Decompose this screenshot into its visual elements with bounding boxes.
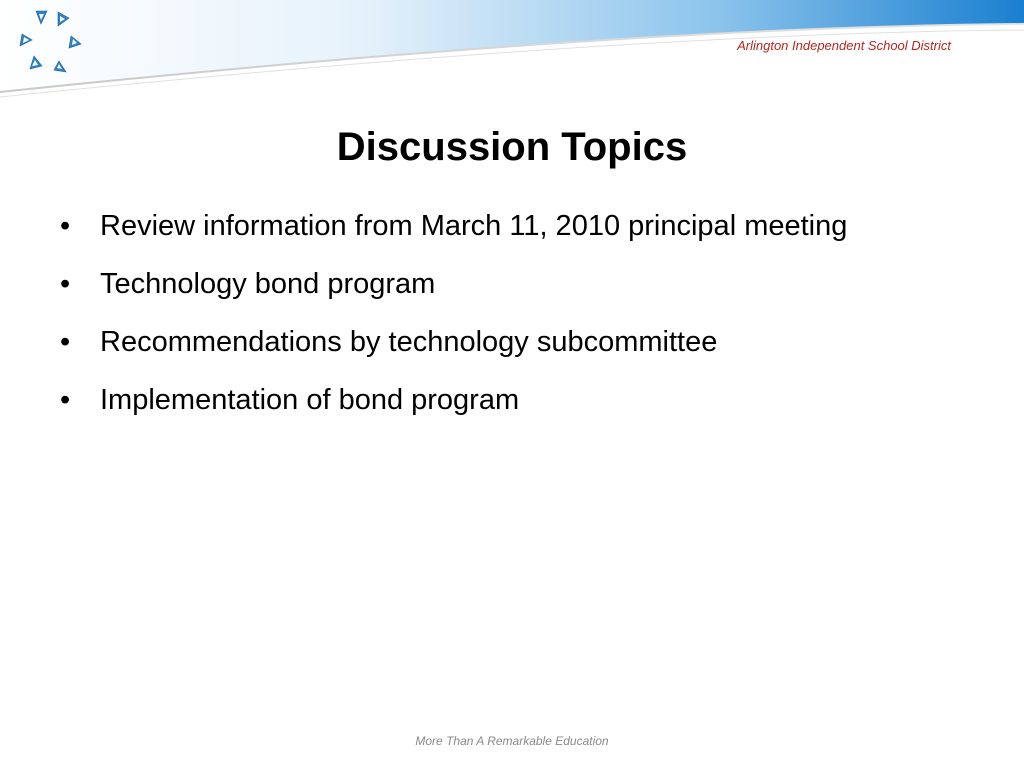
bullet-glyph: • — [60, 326, 71, 358]
district-star-logo-icon — [14, 6, 90, 78]
bullet-glyph: • — [60, 384, 71, 416]
header-swoosh-graphic — [0, 0, 1024, 110]
bullet-text: Technology bond program — [100, 268, 436, 300]
slide-title: Discussion Topics — [336, 125, 688, 169]
bullet-item — [60, 323, 900, 361]
bullet-item — [60, 265, 900, 303]
footer-tagline: More Than A Remarkable Education — [415, 734, 609, 748]
bullet-item — [60, 207, 900, 245]
bullet-list — [60, 207, 900, 439]
bullet-item — [60, 381, 900, 419]
bullet-glyph: • — [60, 210, 71, 242]
bullet-text: Implementation of bond program — [100, 384, 520, 416]
district-name: Arlington Independent School District — [737, 38, 951, 53]
bullet-text: Review information from March 11, 2010 principal meeting — [100, 210, 848, 242]
bullet-text: Recommendations by technology subcommittee — [100, 326, 718, 358]
bullet-glyph: • — [60, 268, 71, 300]
